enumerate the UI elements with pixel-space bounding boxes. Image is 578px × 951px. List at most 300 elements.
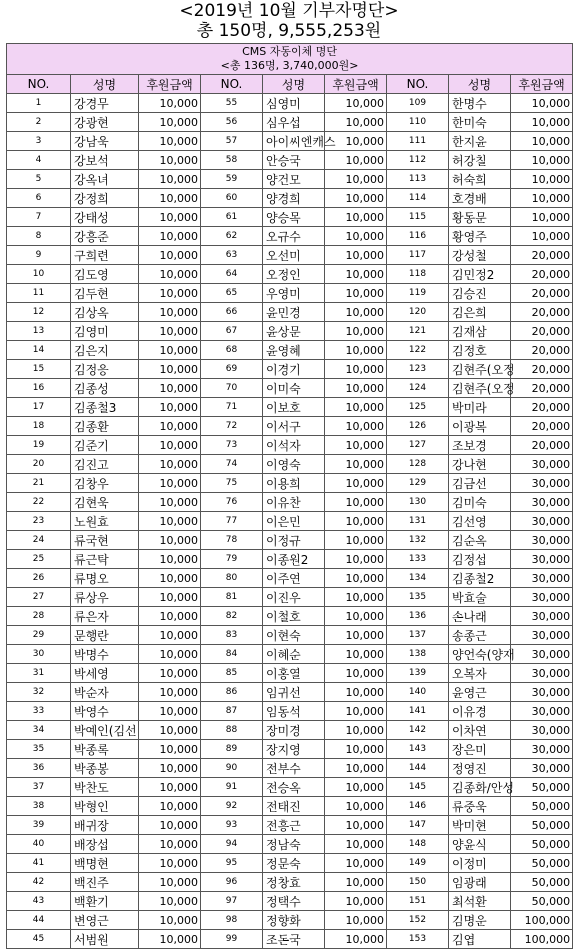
donation-amount: 10,000: [325, 436, 387, 455]
donor-name: 이석자: [263, 436, 325, 455]
donor-name: 윤민경: [263, 303, 325, 322]
donor-number: 36: [7, 759, 71, 778]
donor-number: 10: [7, 265, 71, 284]
donor-name: 한미숙: [449, 113, 511, 132]
donor-number: 148: [387, 835, 449, 854]
donation-amount: 10,000: [139, 341, 201, 360]
donation-amount: 10,000: [139, 417, 201, 436]
donor-number: 93: [201, 816, 263, 835]
donation-amount: 10,000: [325, 189, 387, 208]
donation-amount: 10,000: [139, 227, 201, 246]
donor-name: 이정규: [263, 531, 325, 550]
donor-number: 6: [7, 189, 71, 208]
donor-name: 김재삼: [449, 322, 511, 341]
donor-number: 69: [201, 360, 263, 379]
donation-amount: 30,000: [511, 607, 573, 626]
donor-name: 김창우: [71, 474, 139, 493]
donation-amount: 10,000: [139, 721, 201, 740]
donor-name: 양승목: [263, 208, 325, 227]
table-row: [7, 303, 573, 322]
donor-name: 이철호: [263, 607, 325, 626]
table-row: [7, 455, 573, 474]
donor-number: 135: [387, 588, 449, 607]
donor-name: 김은희: [449, 303, 511, 322]
donation-amount: 10,000: [139, 360, 201, 379]
column-header-no: NO.: [7, 75, 71, 94]
donor-number: 37: [7, 778, 71, 797]
donation-amount: 10,000: [325, 208, 387, 227]
donor-name: 김순옥: [449, 531, 511, 550]
donor-number: 136: [387, 607, 449, 626]
donor-name: 양언숙(양재: [449, 645, 511, 664]
donor-name: 강정희: [71, 189, 139, 208]
donor-number: 111: [387, 132, 449, 151]
table-row: [7, 626, 573, 645]
table-row: [7, 588, 573, 607]
table-row: [7, 854, 573, 873]
donation-amount: 10,000: [139, 398, 201, 417]
table-row: [7, 341, 573, 360]
donor-name: 이광복: [449, 417, 511, 436]
table-row: [7, 892, 573, 911]
donor-name: 우영미: [263, 284, 325, 303]
table-row: [7, 493, 573, 512]
donation-amount: 10,000: [139, 436, 201, 455]
donation-amount: 50,000: [511, 835, 573, 854]
donor-table: [6, 43, 573, 949]
donor-name: 김진고: [71, 455, 139, 474]
table-row: [7, 835, 573, 854]
donor-number: 96: [201, 873, 263, 892]
donor-number: 71: [201, 398, 263, 417]
donor-name: 이경기: [263, 360, 325, 379]
donor-name: 김영미: [71, 322, 139, 341]
donor-name: 강남욱: [71, 132, 139, 151]
donor-number: 16: [7, 379, 71, 398]
donor-name: 박명수: [71, 645, 139, 664]
donor-name: 김두현: [71, 284, 139, 303]
donor-number: 152: [387, 911, 449, 930]
donor-number: 42: [7, 873, 71, 892]
donor-name: 조돈국: [263, 930, 325, 949]
donor-number: 99: [201, 930, 263, 949]
donor-number: 95: [201, 854, 263, 873]
donor-name: 김승진: [449, 284, 511, 303]
section-title: CMS 자동이체 명단: [242, 45, 338, 58]
donor-name: 이서구: [263, 417, 325, 436]
table-row: [7, 512, 573, 531]
donor-name: 이진우: [263, 588, 325, 607]
donor-name: 서범원: [71, 930, 139, 949]
donor-number: 153: [387, 930, 449, 949]
donor-number: 5: [7, 170, 71, 189]
donor-name: 아이씨엔캐스: [263, 132, 325, 151]
donor-number: 86: [201, 683, 263, 702]
donor-number: 4: [7, 151, 71, 170]
donation-amount: 10,000: [139, 930, 201, 949]
donor-number: 11: [7, 284, 71, 303]
donation-amount: 50,000: [511, 892, 573, 911]
donor-number: 18: [7, 417, 71, 436]
donor-number: 12: [7, 303, 71, 322]
donor-number: 82: [201, 607, 263, 626]
table-row: [7, 417, 573, 436]
donor-name: 박찬도: [71, 778, 139, 797]
table-row: [7, 873, 573, 892]
donor-number: 91: [201, 778, 263, 797]
donation-amount: 10,000: [325, 322, 387, 341]
donor-number: 28: [7, 607, 71, 626]
donation-amount: 20,000: [511, 436, 573, 455]
donor-name: 박영수: [71, 702, 139, 721]
table-row: [7, 265, 573, 284]
donor-name: 김민정2: [449, 265, 511, 284]
table-row: [7, 816, 573, 835]
donor-number: 66: [201, 303, 263, 322]
donor-name: 류근탁: [71, 550, 139, 569]
table-row: [7, 569, 573, 588]
donor-number: 45: [7, 930, 71, 949]
donation-amount: 10,000: [139, 455, 201, 474]
donor-number: 127: [387, 436, 449, 455]
page-subtitle: 총 150명, 9,555,253원: [196, 21, 382, 41]
donor-name: 박미현: [449, 816, 511, 835]
donation-amount: 10,000: [325, 721, 387, 740]
table-row: [7, 322, 573, 341]
donor-name: 한명수: [449, 94, 511, 113]
donation-amount: 30,000: [511, 702, 573, 721]
donor-name: 류상우: [71, 588, 139, 607]
table-row: [7, 170, 573, 189]
donor-name: 백진주: [71, 873, 139, 892]
donation-amount: 10,000: [325, 151, 387, 170]
donor-name: 양건모: [263, 170, 325, 189]
donor-number: 1: [7, 94, 71, 113]
donation-amount: 10,000: [325, 911, 387, 930]
donation-amount: 10,000: [325, 607, 387, 626]
donation-amount: 10,000: [325, 816, 387, 835]
donor-number: 144: [387, 759, 449, 778]
donor-number: 34: [7, 721, 71, 740]
donor-name: 전승옥: [263, 778, 325, 797]
donation-amount: 10,000: [325, 493, 387, 512]
donor-number: 61: [201, 208, 263, 227]
donor-number: 134: [387, 569, 449, 588]
donation-amount: 10,000: [511, 113, 573, 132]
donation-amount: 10,000: [139, 531, 201, 550]
donor-name: 김상옥: [71, 303, 139, 322]
donor-number: 109: [387, 94, 449, 113]
column-header-amount: 후원금액: [325, 75, 387, 94]
donor-number: 2: [7, 113, 71, 132]
donor-number: 38: [7, 797, 71, 816]
donor-name: 임광래: [449, 873, 511, 892]
donor-name: 김미숙: [449, 493, 511, 512]
donation-amount: 10,000: [139, 835, 201, 854]
donor-number: 13: [7, 322, 71, 341]
donor-name: 이종원2: [263, 550, 325, 569]
donor-name: 백명현: [71, 854, 139, 873]
donor-name: 한지윤: [449, 132, 511, 151]
donation-amount: 10,000: [325, 417, 387, 436]
donor-number: 62: [201, 227, 263, 246]
column-header-name: 성명: [263, 75, 325, 94]
donation-amount: 10,000: [325, 740, 387, 759]
donation-amount: 50,000: [511, 873, 573, 892]
donation-amount: 10,000: [511, 151, 573, 170]
donation-amount: 10,000: [139, 911, 201, 930]
donation-amount: 10,000: [139, 265, 201, 284]
column-header-row: [7, 75, 573, 94]
donation-amount: 10,000: [139, 664, 201, 683]
donation-amount: 10,000: [325, 930, 387, 949]
donation-amount: 30,000: [511, 531, 573, 550]
donor-number: 139: [387, 664, 449, 683]
donor-number: 149: [387, 854, 449, 873]
donor-number: 73: [201, 436, 263, 455]
donor-number: 117: [387, 246, 449, 265]
donor-number: 25: [7, 550, 71, 569]
donation-amount: 10,000: [325, 94, 387, 113]
donation-amount: 10,000: [325, 569, 387, 588]
donor-number: 74: [201, 455, 263, 474]
donation-amount: 10,000: [139, 379, 201, 398]
donor-number: 33: [7, 702, 71, 721]
donation-amount: 10,000: [325, 683, 387, 702]
donor-name: 김현주(오정: [449, 379, 511, 398]
donor-number: 143: [387, 740, 449, 759]
donor-name: 노원효: [71, 512, 139, 531]
donation-amount: 10,000: [139, 626, 201, 645]
donor-name: 임귀선: [263, 683, 325, 702]
donation-amount: 10,000: [325, 588, 387, 607]
table-row: [7, 94, 573, 113]
donation-amount: 10,000: [325, 550, 387, 569]
column-header-amount: 후원금액: [511, 75, 573, 94]
donation-amount: 20,000: [511, 284, 573, 303]
donor-name: 강태성: [71, 208, 139, 227]
donation-amount: 30,000: [511, 683, 573, 702]
donor-number: 41: [7, 854, 71, 873]
donor-name: 김도영: [71, 265, 139, 284]
donor-number: 22: [7, 493, 71, 512]
donor-number: 81: [201, 588, 263, 607]
donation-amount: 10,000: [139, 740, 201, 759]
donor-number: 89: [201, 740, 263, 759]
donor-number: 3: [7, 132, 71, 151]
table-row: [7, 721, 573, 740]
donor-name: 강옥녀: [71, 170, 139, 189]
donation-amount: 10,000: [139, 683, 201, 702]
donor-number: 17: [7, 398, 71, 417]
donor-number: 132: [387, 531, 449, 550]
donation-amount: 10,000: [139, 873, 201, 892]
donation-amount: 10,000: [325, 113, 387, 132]
donor-number: 63: [201, 246, 263, 265]
table-row: [7, 759, 573, 778]
donor-name: 임동석: [263, 702, 325, 721]
donation-amount: 20,000: [511, 417, 573, 436]
donor-number: 118: [387, 265, 449, 284]
donation-amount: 10,000: [325, 873, 387, 892]
donation-amount: 20,000: [511, 246, 573, 265]
donor-number: 29: [7, 626, 71, 645]
donor-number: 84: [201, 645, 263, 664]
donor-number: 145: [387, 778, 449, 797]
donation-amount: 10,000: [139, 588, 201, 607]
donation-amount: 10,000: [325, 892, 387, 911]
donation-amount: 10,000: [139, 94, 201, 113]
donor-number: 31: [7, 664, 71, 683]
donor-name: 오복자: [449, 664, 511, 683]
donor-name: 이유찬: [263, 493, 325, 512]
donation-amount: 50,000: [511, 816, 573, 835]
donation-amount: 10,000: [325, 512, 387, 531]
donor-number: 141: [387, 702, 449, 721]
table-row: [7, 227, 573, 246]
donation-amount: 10,000: [325, 759, 387, 778]
donor-name: 오정인: [263, 265, 325, 284]
donation-amount: 10,000: [139, 132, 201, 151]
donor-number: 120: [387, 303, 449, 322]
donation-amount: 10,000: [325, 227, 387, 246]
donation-amount: 10,000: [139, 246, 201, 265]
donor-number: 88: [201, 721, 263, 740]
donation-amount: 10,000: [325, 398, 387, 417]
donation-amount: 30,000: [511, 588, 573, 607]
donor-name: 이보호: [263, 398, 325, 417]
donation-amount: 10,000: [139, 702, 201, 721]
donor-name: 정창효: [263, 873, 325, 892]
donor-name: 장미경: [263, 721, 325, 740]
table-row: [7, 797, 573, 816]
donation-amount: 30,000: [511, 474, 573, 493]
donor-number: 138: [387, 645, 449, 664]
column-header-no: NO.: [201, 75, 263, 94]
donor-number: 142: [387, 721, 449, 740]
donation-amount: 10,000: [139, 322, 201, 341]
donor-name: 허숙희: [449, 170, 511, 189]
donation-amount: 30,000: [511, 455, 573, 474]
donor-name: 최석환: [449, 892, 511, 911]
donation-amount: 10,000: [139, 208, 201, 227]
donor-name: 강나현: [449, 455, 511, 474]
donor-name: 박형인: [71, 797, 139, 816]
donor-name: 윤상문: [263, 322, 325, 341]
donor-name: 김종화/안성: [449, 778, 511, 797]
donor-number: 112: [387, 151, 449, 170]
donation-amount: 10,000: [139, 512, 201, 531]
donor-number: 9: [7, 246, 71, 265]
donation-amount: 10,000: [325, 170, 387, 189]
donation-amount: 10,000: [139, 778, 201, 797]
donor-name: 박세영: [71, 664, 139, 683]
donation-amount: 30,000: [511, 626, 573, 645]
donor-name: 손나래: [449, 607, 511, 626]
table-row: [7, 132, 573, 151]
donor-number: 83: [201, 626, 263, 645]
donation-amount: 10,000: [325, 531, 387, 550]
section-header: [7, 44, 573, 75]
donor-number: 124: [387, 379, 449, 398]
donation-amount: 10,000: [325, 778, 387, 797]
donor-number: 35: [7, 740, 71, 759]
donor-number: 70: [201, 379, 263, 398]
donor-number: 72: [201, 417, 263, 436]
table-row: [7, 246, 573, 265]
donor-number: 14: [7, 341, 71, 360]
donor-number: 55: [201, 94, 263, 113]
donor-number: 39: [7, 816, 71, 835]
donor-name: 이정미: [449, 854, 511, 873]
donation-amount: 10,000: [139, 113, 201, 132]
donation-amount: 10,000: [139, 303, 201, 322]
donor-number: 56: [201, 113, 263, 132]
donor-number: 113: [387, 170, 449, 189]
donor-name: 강광현: [71, 113, 139, 132]
donation-amount: 30,000: [511, 740, 573, 759]
table-row: [7, 151, 573, 170]
table-row: [7, 360, 573, 379]
donation-amount: 10,000: [325, 626, 387, 645]
donor-name: 박종봉: [71, 759, 139, 778]
donor-name: 김종환: [71, 417, 139, 436]
donor-number: 114: [387, 189, 449, 208]
donor-number: 151: [387, 892, 449, 911]
donor-name: 안승국: [263, 151, 325, 170]
donor-name: 이은민: [263, 512, 325, 531]
donation-amount: 10,000: [325, 854, 387, 873]
donation-amount: 10,000: [325, 702, 387, 721]
table-row: [7, 474, 573, 493]
donor-number: 140: [387, 683, 449, 702]
donor-name: 정남숙: [263, 835, 325, 854]
donor-name: 김엽: [449, 930, 511, 949]
donor-number: 137: [387, 626, 449, 645]
donor-number: 23: [7, 512, 71, 531]
donor-name: 윤영근: [449, 683, 511, 702]
donor-number: 44: [7, 911, 71, 930]
donation-amount: 20,000: [511, 360, 573, 379]
donor-number: 94: [201, 835, 263, 854]
donation-amount: 10,000: [139, 797, 201, 816]
donor-name: 김정섭: [449, 550, 511, 569]
donor-number: 98: [201, 911, 263, 930]
donor-number: 58: [201, 151, 263, 170]
donation-amount: 10,000: [325, 474, 387, 493]
donor-name: 장은미: [449, 740, 511, 759]
column-header-amount: 후원금액: [139, 75, 201, 94]
donation-amount: 50,000: [511, 854, 573, 873]
donor-number: 116: [387, 227, 449, 246]
donor-number: 133: [387, 550, 449, 569]
donor-name: 구희련: [71, 246, 139, 265]
donation-amount: 30,000: [511, 512, 573, 531]
donation-amount: 10,000: [139, 493, 201, 512]
donor-number: 87: [201, 702, 263, 721]
donor-name: 강보석: [71, 151, 139, 170]
donation-amount: 10,000: [325, 645, 387, 664]
donor-name: 황영주: [449, 227, 511, 246]
donor-number: 7: [7, 208, 71, 227]
donor-name: 변영근: [71, 911, 139, 930]
donor-name: 문행란: [71, 626, 139, 645]
column-header-name: 성명: [71, 75, 139, 94]
donor-number: 40: [7, 835, 71, 854]
donation-amount: 10,000: [511, 227, 573, 246]
donor-name: 김종철2: [449, 569, 511, 588]
donor-name: 김정응: [71, 360, 139, 379]
